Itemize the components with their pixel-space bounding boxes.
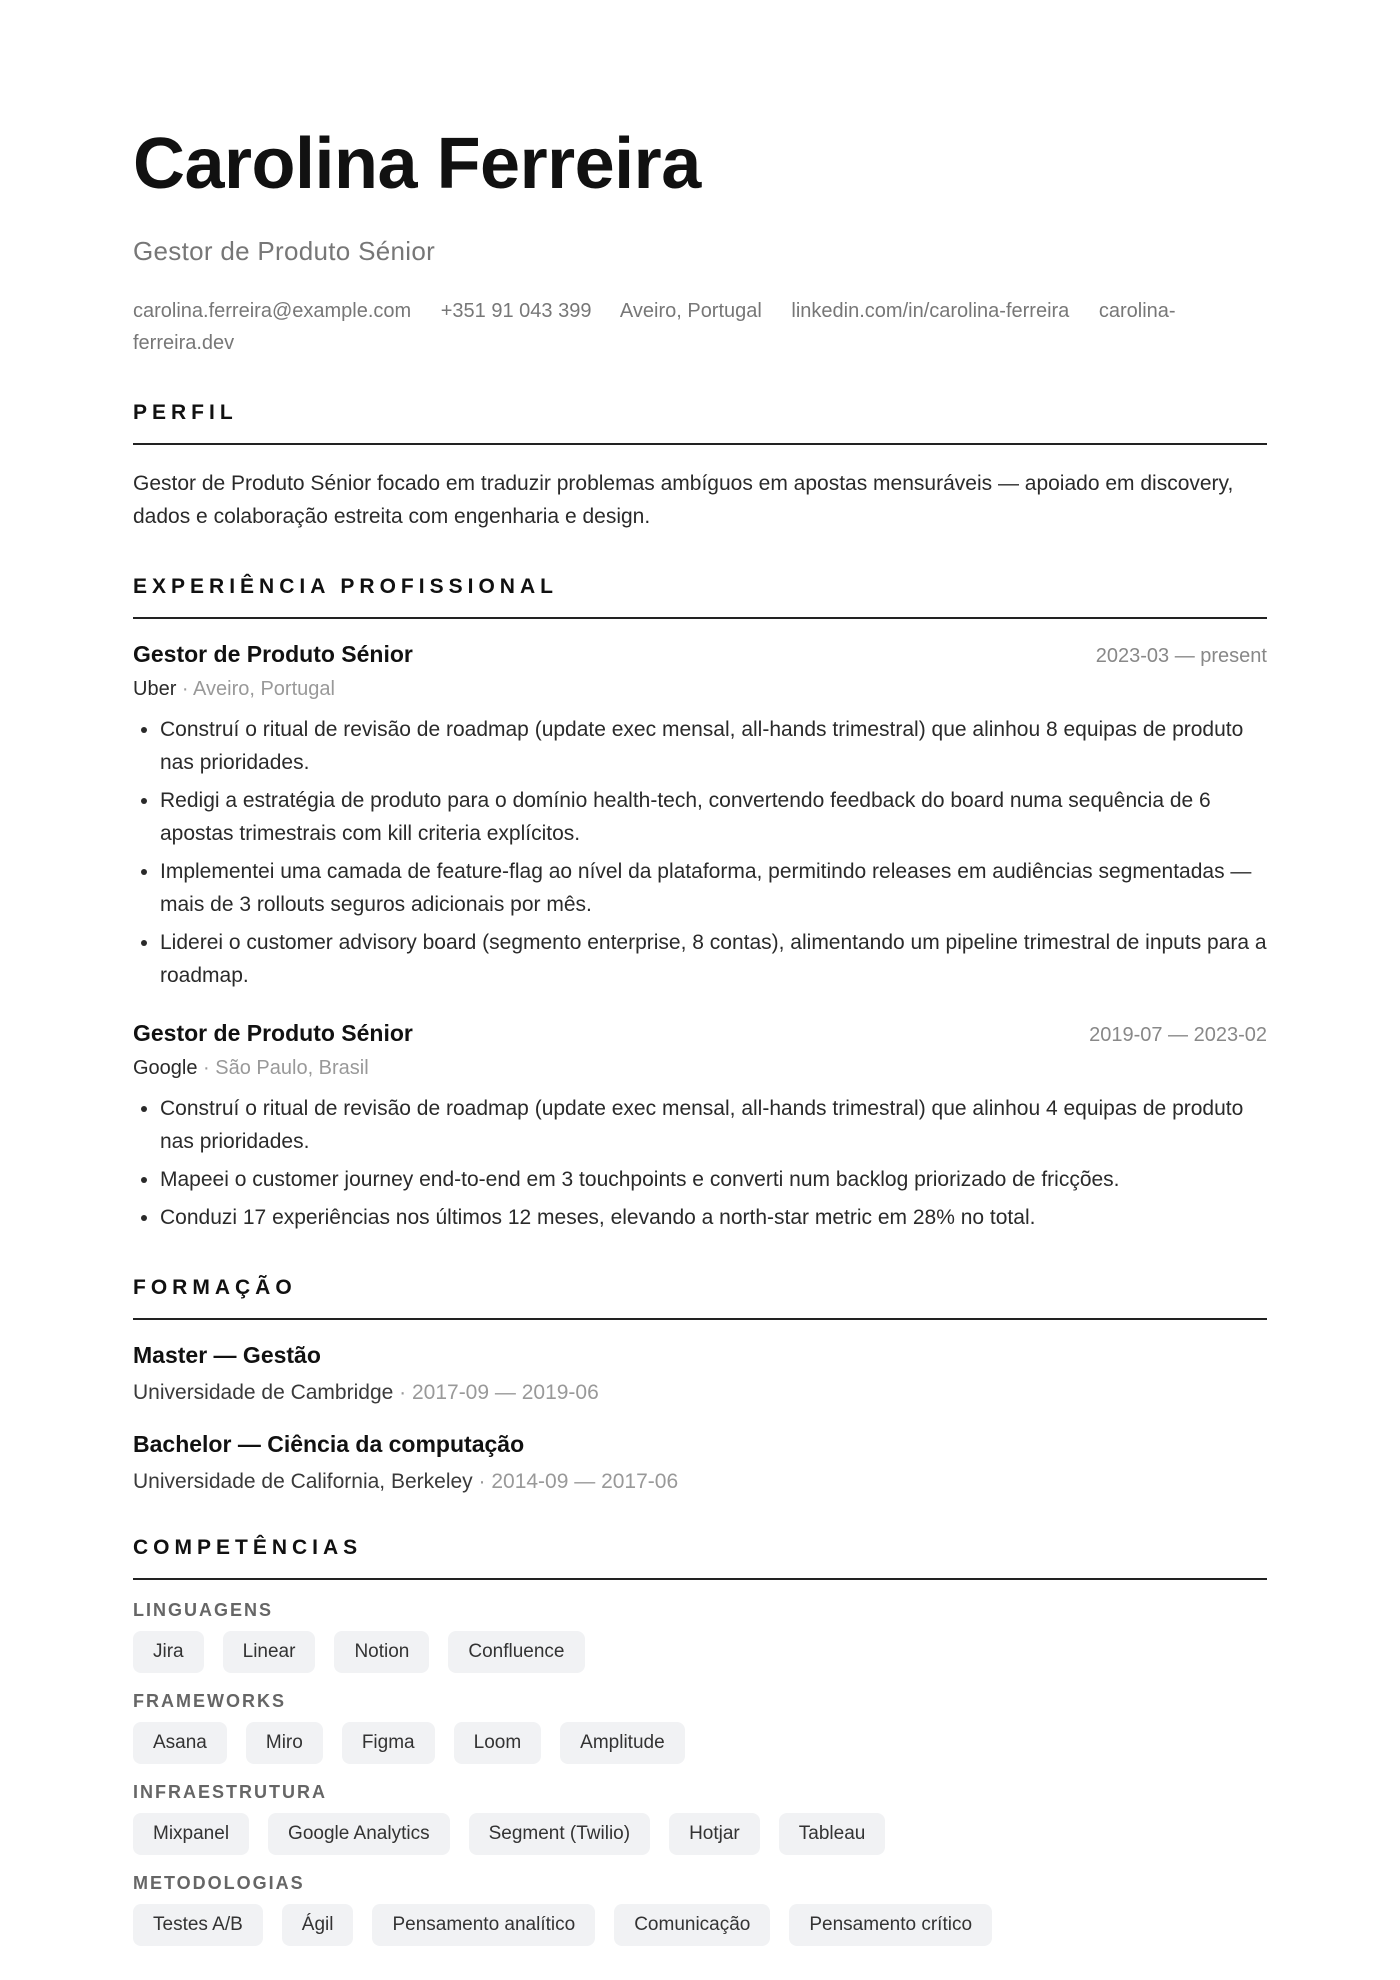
job-dates: 2023-03 — present xyxy=(1095,645,1267,667)
skill-chip: Ágil xyxy=(282,1904,354,1946)
skill-chip: Asana xyxy=(133,1722,227,1764)
job-bullet: • Implementei uma camada de feature-flag ao nível da plataforma, permitindo releases em audiências segmentadas — mais de 3 rollouts seguros adicionais por mês. xyxy=(160,855,1267,921)
education-school: Universidade de California, Berkeley xyxy=(133,1470,473,1493)
job-bullets xyxy=(133,1092,1267,1234)
job-title: Gestor de Produto Sénior xyxy=(133,1020,413,1046)
job-company: Google xyxy=(133,1057,198,1079)
skill-chips xyxy=(133,1722,1267,1764)
skill-group-methodologies xyxy=(133,1873,1267,1946)
job-bullet: • Conduzi 17 experiências nos últimos 12 meses, elevando a north-star metric em 28% no total. xyxy=(160,1201,1267,1234)
education-entry xyxy=(133,1342,1267,1405)
job-bullet: • Redigi a estratégia de produto para o domínio health-tech, convertendo feedback do board numa sequência de 6 apostas trimestrais com kill criteria explícitos. xyxy=(160,784,1267,850)
section-title-profile: PERFIL xyxy=(133,401,1267,445)
job-company: Uber xyxy=(133,678,177,700)
job-bullet: • Liderei o customer advisory board (segmento enterprise, 8 contas), alimentando um pipeline trimestral de inputs para a roadmap. xyxy=(160,926,1267,992)
education-section xyxy=(133,1276,1267,1494)
contact-phone[interactable]: +351 91 043 399 xyxy=(440,300,592,322)
skill-chip: Miro xyxy=(246,1722,323,1764)
skill-group-infrastructure xyxy=(133,1782,1267,1855)
profile-summary: Gestor de Produto Sénior focado em traduzir problemas ambíguos em apostas mensuráveis — apoiado em discovery, dados e colaboração estreita com engenharia e design. xyxy=(133,472,1234,528)
section-title-skills: COMPETÊNCIAS xyxy=(133,1536,1267,1580)
job-bullet: • Construí o ritual de revisão de roadmap (update exec mensal, all-hands trimestral) que alinhou 8 equipas de produto nas prioridades. xyxy=(160,713,1267,779)
skill-chip: Hotjar xyxy=(669,1813,760,1855)
skill-chip: Figma xyxy=(342,1722,435,1764)
job-title: Gestor de Produto Sénior xyxy=(133,641,413,667)
skill-chip: Notion xyxy=(334,1631,429,1673)
skill-chip: Loom xyxy=(454,1722,542,1764)
candidate-name: Carolina Ferreira xyxy=(133,124,701,204)
skill-chips xyxy=(133,1631,1267,1673)
skill-chip: Linear xyxy=(223,1631,316,1673)
education-dates: · 2017-09 — 2019-06 xyxy=(393,1381,599,1404)
contact-location: Aveiro, Portugal xyxy=(619,300,762,322)
skill-chip: Mixpanel xyxy=(133,1813,249,1855)
profile-section xyxy=(133,401,1267,533)
skill-chip: Comunicação xyxy=(614,1904,770,1946)
skill-group-label: INFRAESTRUTURA xyxy=(133,1782,327,1802)
section-title-experience: EXPERIÊNCIA PROFISSIONAL xyxy=(133,575,1267,619)
contact-email[interactable]: carolina.ferreira@example.com xyxy=(133,300,412,322)
job-bullet: • Mapeei o customer journey end-to-end em 3 touchpoints e converti num backlog priorizado de fricções. xyxy=(160,1163,1267,1196)
job-entry xyxy=(133,641,1267,992)
skill-group-label: LINGUAGENS xyxy=(133,1600,274,1620)
skill-chip: Testes A/B xyxy=(133,1904,263,1946)
candidate-role: Gestor de Produto Sénior xyxy=(133,236,436,266)
skill-chip: Amplitude xyxy=(560,1722,685,1764)
skill-chip: Google Analytics xyxy=(268,1813,450,1855)
contact-info xyxy=(133,295,1267,359)
job-dates: 2019-07 — 2023-02 xyxy=(1089,1024,1267,1046)
skill-group-languages xyxy=(133,1600,1267,1673)
job-bullets xyxy=(133,713,1267,992)
skill-chip: Jira xyxy=(133,1631,204,1673)
skill-chip: Segment (Twilio) xyxy=(469,1813,651,1855)
contact-website[interactable]: carolina-ferreira.dev xyxy=(133,300,1176,354)
skill-chip: Confluence xyxy=(448,1631,584,1673)
resume-header xyxy=(133,124,1267,359)
education-dates: · 2014-09 — 2017-06 xyxy=(472,1470,679,1493)
skill-group-frameworks xyxy=(133,1691,1267,1764)
education-entry xyxy=(133,1431,1267,1494)
skill-chip: Tableau xyxy=(779,1813,886,1855)
section-title-education: FORMAÇÃO xyxy=(133,1276,1267,1320)
skill-chip: Pensamento analítico xyxy=(372,1904,595,1946)
job-location: · Aveiro, Portugal xyxy=(176,678,335,700)
education-degree: Master — Gestão xyxy=(133,1342,321,1368)
education-school: Universidade de Cambridge xyxy=(133,1381,394,1404)
job-entry xyxy=(133,1020,1267,1234)
skill-chips xyxy=(133,1904,1267,1946)
skill-group-label: FRAMEWORKS xyxy=(133,1691,286,1711)
education-degree: Bachelor — Ciência da computação xyxy=(133,1431,525,1457)
skills-section xyxy=(133,1536,1267,1946)
job-bullet: • Construí o ritual de revisão de roadmap (update exec mensal, all-hands trimestral) que alinhou 4 equipas de produto nas prioridades. xyxy=(160,1092,1267,1158)
skill-group-label: METODOLOGIAS xyxy=(133,1873,305,1893)
job-location: · São Paulo, Brasil xyxy=(197,1057,369,1079)
experience-section xyxy=(133,575,1267,1234)
skill-chip: Pensamento crítico xyxy=(789,1904,992,1946)
skill-chips xyxy=(133,1813,1267,1855)
contact-linkedin[interactable]: linkedin.com/in/carolina-ferreira xyxy=(791,300,1070,322)
